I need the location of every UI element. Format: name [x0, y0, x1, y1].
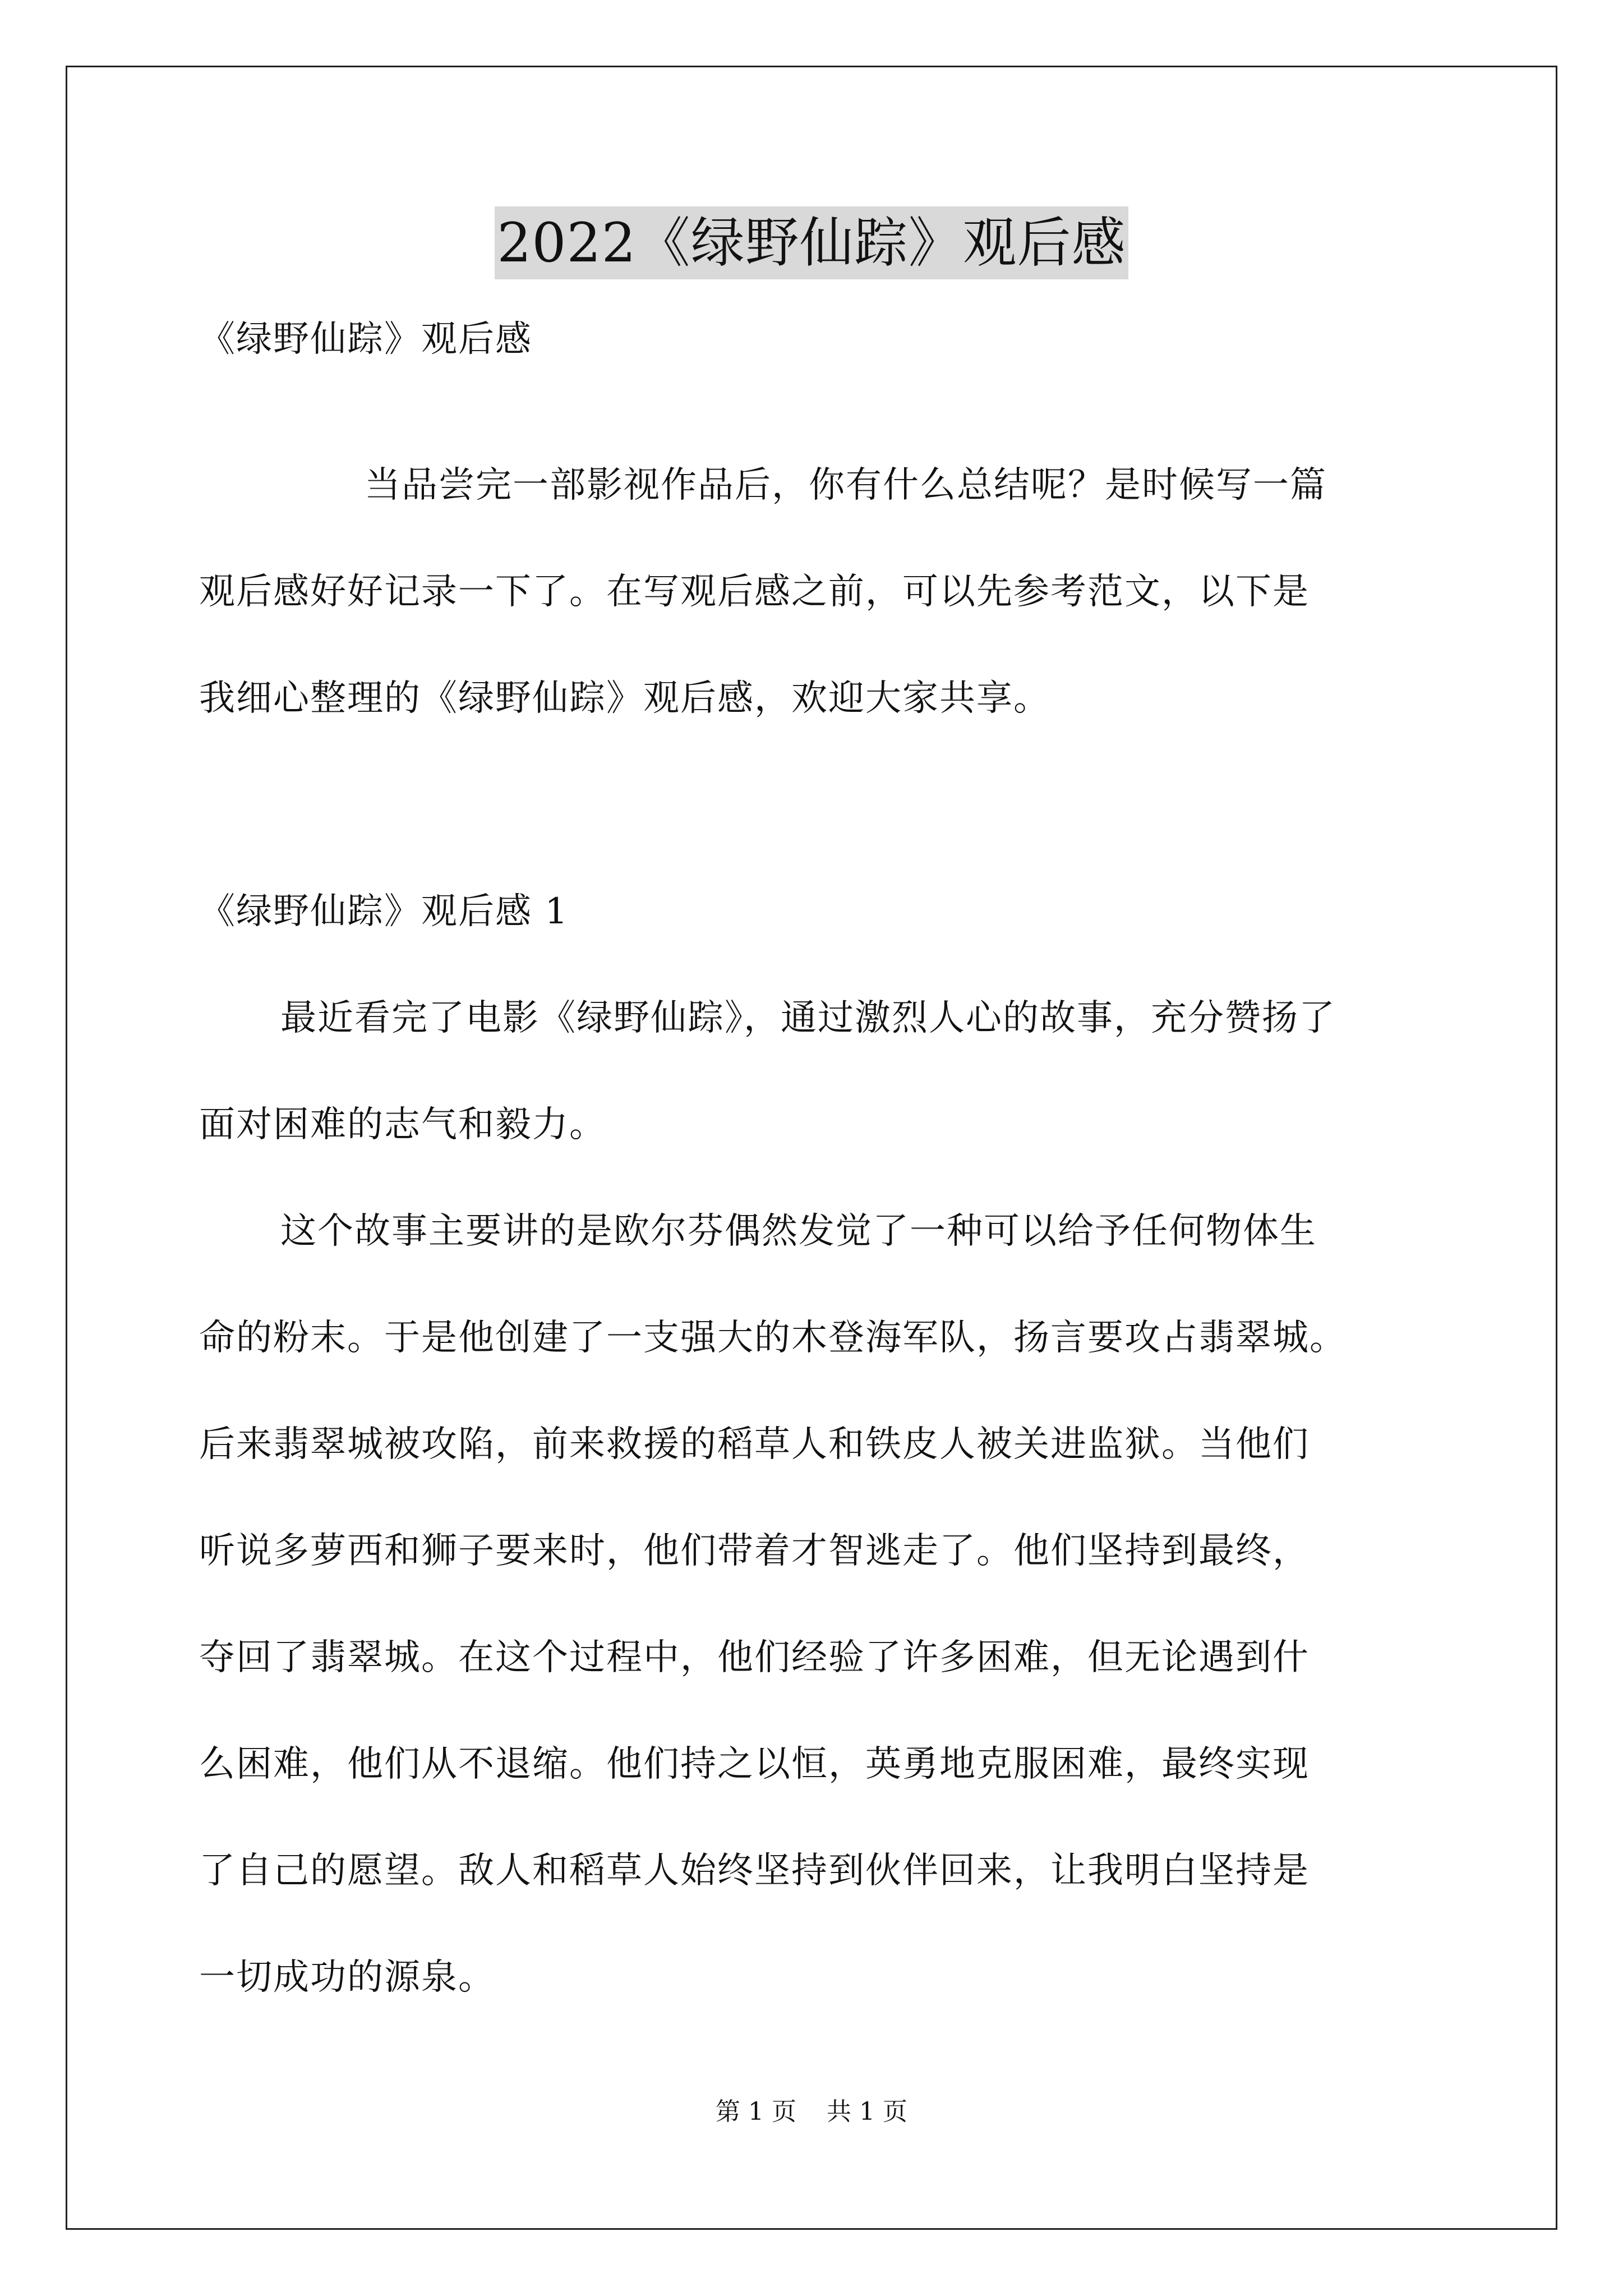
page-current: 第 1 页	[716, 2097, 796, 2126]
document-title: 2022《绿野仙踪》观后感	[495, 206, 1128, 279]
page-total: 共 1 页	[827, 2097, 907, 2126]
intro-line-2: 观后感好好记录一下了。在写观后感之前，可以先参考范文，以下是	[199, 571, 1310, 613]
title-wrap	[0, 206, 1623, 279]
para2-line-7: 了自己的愿望。敌人和稻草人始终坚持到伙伴回来，让我明白坚持是	[199, 1850, 1310, 1892]
page-footer	[0, 2095, 1623, 2129]
intro-line-1: 当品尝完一部影视作品后，你有什么总结呢？是时候写一篇	[365, 464, 1327, 506]
para1-line-1: 最近看完了电影《绿野仙踪》，通过激烈人心的故事，充分赞扬了	[280, 997, 1336, 1039]
para2-line-5: 夺回了翡翠城。在这个过程中，他们经验了许多困难，但无论遇到什	[199, 1637, 1310, 1678]
section-heading: 《绿野仙踪》观后感 1	[199, 891, 569, 932]
para1-line-2: 面对困难的志气和毅力。	[199, 1104, 606, 1145]
intro-line-3: 我细心整理的《绿野仙踪》观后感，欢迎大家共享。	[199, 678, 1050, 719]
para2-line-2: 命的粉末。于是他创建了一支强大的木登海军队，扬言要攻占翡翠城。	[199, 1317, 1347, 1359]
para2-line-3: 后来翡翠城被攻陷，前来救援的稻草人和铁皮人被关进监狱。当他们	[199, 1424, 1310, 1465]
para2-line-4: 听说多萝西和狮子要来时，他们带着才智逃走了。他们坚持到最终，	[199, 1530, 1310, 1572]
subtitle: 《绿野仙踪》观后感	[199, 319, 532, 360]
page-border	[66, 66, 1557, 2230]
para2-line-1: 这个故事主要讲的是欧尔芬偶然发觉了一种可以给予任何物体生	[280, 1211, 1317, 1252]
para2-line-6: 么困难，他们从不退缩。他们持之以恒，英勇地克服困难，最终实现	[199, 1743, 1310, 1785]
para2-line-8: 一切成功的源泉。	[199, 1957, 495, 1998]
